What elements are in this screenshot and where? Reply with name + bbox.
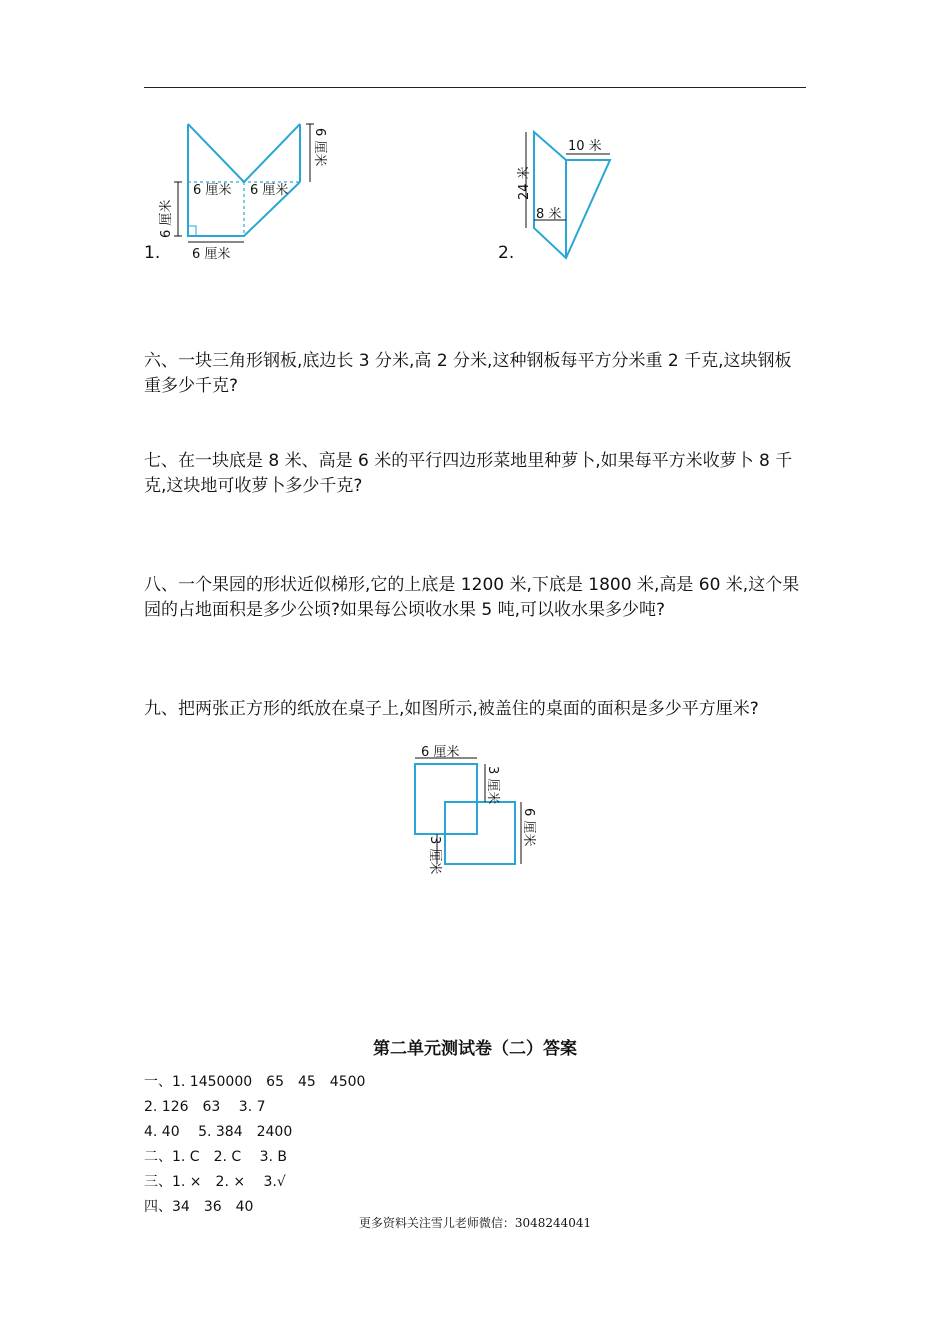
answers-title: 第二单元测试卷（二）答案 xyxy=(373,1039,577,1059)
question-9: 九、把两张正方形的纸放在桌子上,如图所示,被盖住的桌面的面积是多少平方厘米? xyxy=(144,699,759,719)
figure-2-diagram xyxy=(510,120,630,270)
fig1-label-left-height: 6 厘米 xyxy=(159,199,174,238)
fig2-label-base: 8 米 xyxy=(536,207,562,222)
question-6: 六、一块三角形钢板,底边长 3 分米,高 2 分米,这种钢板每平方分米重 2 千克,这块钢板重多少千克? xyxy=(144,351,792,396)
question-7: 七、在一块底是 8 米、高是 6 米的平行四边形菜地里种萝卜,如果每平方米收萝卜 8 千克,这块地可收萝卜多少千克? xyxy=(144,451,793,496)
answer-line: 2. 126 63 3. 7 xyxy=(144,1099,266,1115)
fig1-label-right-height: 6 厘米 xyxy=(312,128,327,167)
answer-line: 二、1. C 2. C 3. B xyxy=(144,1149,288,1165)
fig9-label-left-bottom: 3 厘米 xyxy=(427,836,442,875)
top-rule xyxy=(144,87,806,88)
figure-2-number: 2. xyxy=(498,243,515,263)
answer-line: 三、1. × 2. × 3.√ xyxy=(144,1174,286,1190)
figure-1-diagram xyxy=(140,110,360,270)
fig2-label-height: 24 米 xyxy=(517,166,532,200)
figure-9-diagram xyxy=(405,740,555,890)
fig9-label-top: 6 厘米 xyxy=(421,745,460,760)
question-8: 八、一个果园的形状近似梯形,它的上底是 1200 米,下底是 1800 米,高是 60 米,这个果园的占地面积是多少公顷?如果每公顷收水果 5 吨,可以收水果多少吨? xyxy=(144,575,800,620)
answer-line: 4. 40 5. 384 2400 xyxy=(144,1124,293,1140)
fig1-label-top-right: 6 厘米 xyxy=(250,183,289,198)
fig9-label-right-top: 3 厘米 xyxy=(485,766,500,805)
fig1-label-top-left: 6 厘米 xyxy=(193,183,232,198)
answer-line: 四、34 36 40 xyxy=(144,1199,254,1215)
figure-1-number: 1. xyxy=(144,243,161,263)
answer-line: 一、1. 1450000 65 45 4500 xyxy=(144,1074,366,1090)
footer-note: 更多资料关注雪儿老师微信：3048244041 xyxy=(358,1216,592,1230)
fig1-label-bottom: 6 厘米 xyxy=(192,247,231,262)
fig2-label-top: 10 米 xyxy=(568,139,602,154)
fig9-label-right-height: 6 厘米 xyxy=(521,808,536,847)
